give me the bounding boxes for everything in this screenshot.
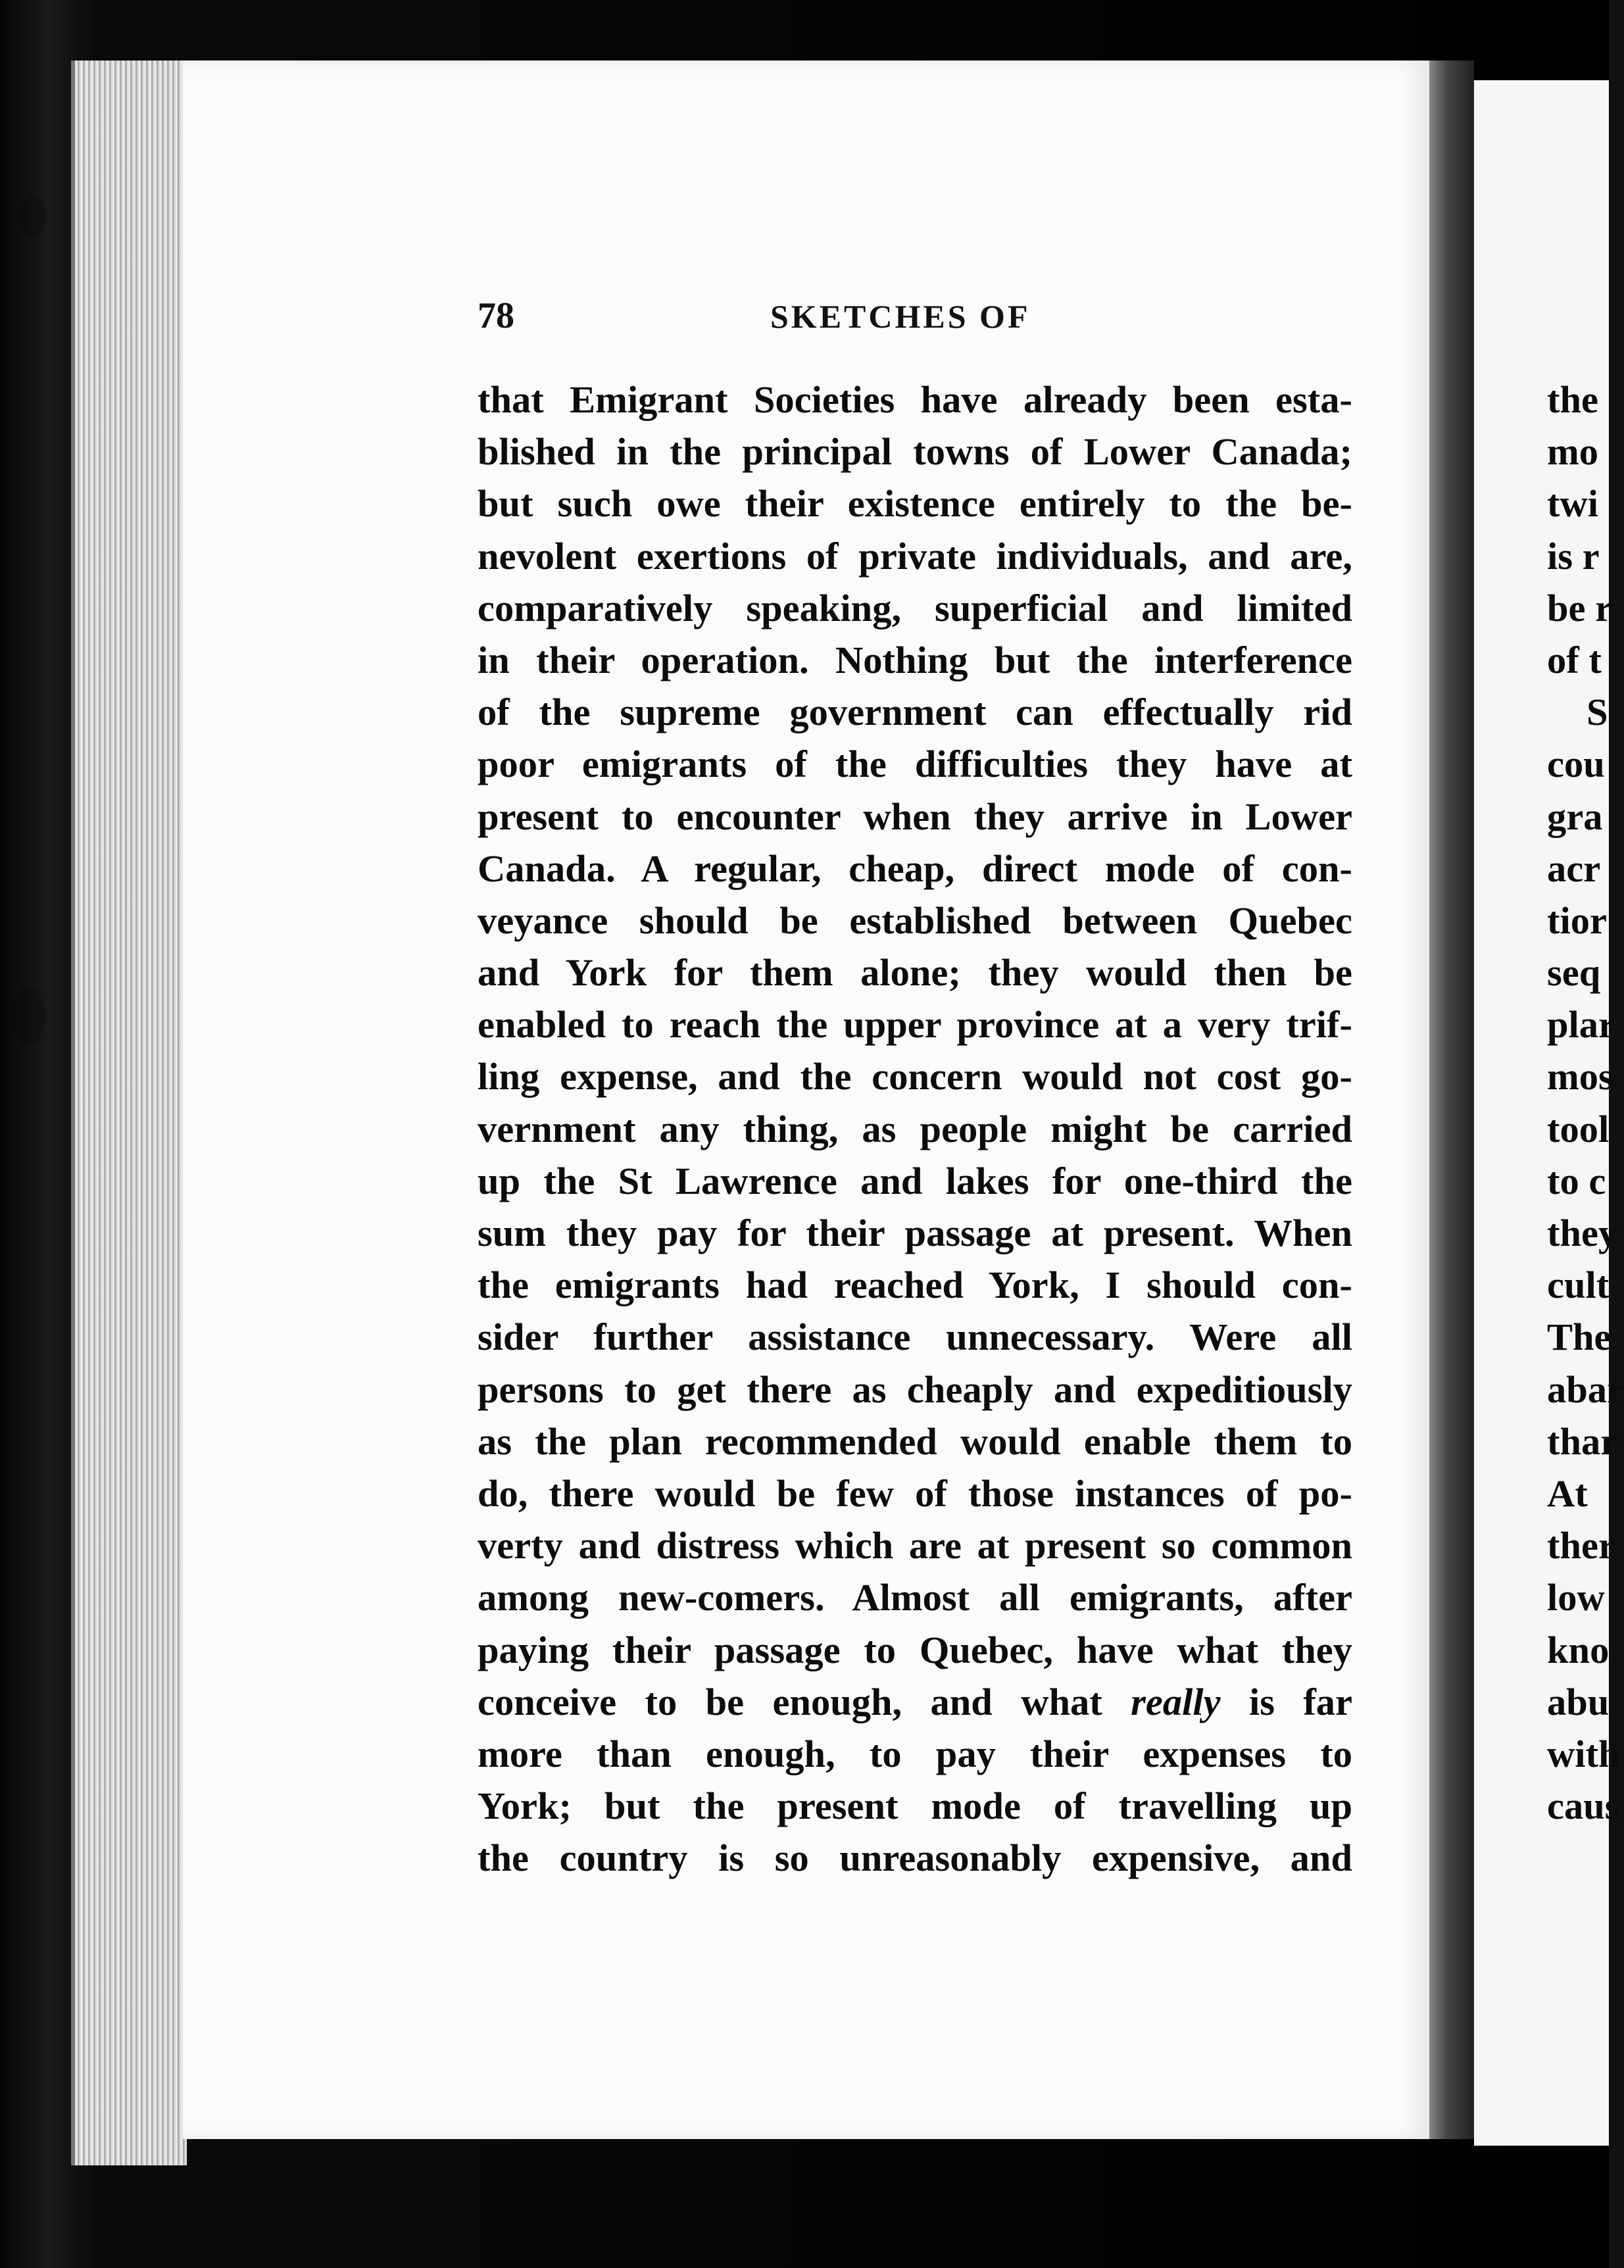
facing-text-line: At — [1547, 1471, 1588, 1515]
facing-text-line: is r — [1547, 534, 1600, 578]
facing-text-line: to c — [1547, 1159, 1606, 1202]
facing-text-line: acr — [1547, 847, 1601, 890]
text-line: but such owe their existence entirely to the be- — [478, 482, 1352, 526]
text-line: sum they pay for their passage at present. When — [478, 1212, 1352, 1254]
facing-text-line: cult — [1547, 1264, 1610, 1307]
italic-word: really — [1131, 1680, 1221, 1723]
facing-text-line: mo — [1547, 430, 1598, 474]
text-line: the country is so unreasonably expensive, and — [478, 1837, 1352, 1880]
facing-text-line: tool — [1547, 1107, 1610, 1150]
text-line: of the supreme government can effectually rid — [478, 691, 1352, 734]
facing-text-line: be r — [1547, 586, 1613, 629]
facing-text-line: abu — [1547, 1680, 1610, 1723]
text-line: in their operation. Nothing but the interference — [478, 638, 1352, 681]
text-line: as the plan recommended would enable them to — [478, 1419, 1352, 1463]
text-line: among new-comers. Almost all emigrants, after — [478, 1576, 1352, 1619]
text-line: ling expense, and the concern would not cost go- — [478, 1055, 1352, 1098]
text-line: Canada. A regular, cheap, direct mode of con- — [478, 847, 1352, 890]
facing-text-line: S — [1587, 691, 1608, 734]
page-number: 78 — [478, 295, 514, 336]
facing-text-line: cou — [1547, 743, 1605, 786]
text-line: more than enough, to pay their expenses to — [478, 1732, 1352, 1775]
text-line: nevolent exertions of private individuals, and are, — [478, 534, 1352, 578]
text-line: vernment any thing, as people might be carried — [478, 1107, 1352, 1150]
text-line: the emigrants had reached York, I should con- — [478, 1264, 1352, 1307]
text-line: sider further assistance unnecessary. Were all — [478, 1316, 1352, 1359]
facing-text-line: low — [1547, 1576, 1605, 1619]
facing-text-line: plar — [1547, 1003, 1616, 1047]
facing-text-line: they — [1547, 1212, 1618, 1254]
facing-text-line: gra — [1547, 795, 1603, 838]
text-line: blished in the principal towns of Lower Canada; — [478, 430, 1352, 474]
ink-speck — [20, 197, 46, 237]
text-segment: is far — [1248, 1680, 1353, 1723]
facing-text-line: mos — [1547, 1055, 1613, 1098]
book-gutter — [1429, 61, 1474, 2139]
text-line: poor emigrants of the difficulties they have at — [478, 743, 1352, 786]
text-segment: conceive to be enough, and what — [478, 1680, 1102, 1723]
facing-text-line: with — [1547, 1732, 1620, 1775]
text-line: comparatively speaking, superficial and limited — [478, 586, 1352, 629]
body-text — [478, 374, 1352, 1884]
text-line: enabled to reach the upper province at a very trif- — [478, 1003, 1352, 1047]
text-line: present to encounter when they arrive in Lower — [478, 795, 1352, 838]
facing-text-line: The — [1547, 1316, 1612, 1359]
facing-text-line: kno — [1547, 1628, 1610, 1671]
book-page-edges — [71, 61, 187, 2165]
text-line: verty and distress which are at present so common — [478, 1524, 1352, 1567]
facing-text-line: of t — [1547, 638, 1602, 681]
text-line: that Emigrant Societies have already been esta- — [478, 378, 1352, 421]
text-line: paying their passage to Quebec, have what they — [478, 1628, 1352, 1671]
page-header — [478, 295, 1352, 341]
text-line-with-italic — [478, 1676, 1352, 1728]
text-line: up the St Lawrence and lakes for one-third the — [478, 1159, 1352, 1202]
facing-text-line: seq — [1547, 951, 1601, 995]
text-line: York; but the present mode of travelling up — [478, 1785, 1352, 1828]
text-line: veyance should be established between Quebec — [478, 899, 1352, 942]
facing-page-text — [1547, 374, 1624, 1832]
facing-text-line: tior — [1547, 899, 1607, 942]
facing-text-line: ther — [1547, 1524, 1615, 1567]
facing-text-line: abar — [1547, 1368, 1624, 1411]
text-line: do, there would be few of those instances of po- — [478, 1471, 1352, 1515]
text-line: and York for them alone; they would then be — [478, 951, 1352, 995]
facing-text-line: twi — [1547, 482, 1598, 526]
facing-text-line: the — [1547, 378, 1598, 421]
facing-text-line: thar — [1547, 1419, 1618, 1463]
text-line: persons to get there as cheaply and expeditiously — [478, 1368, 1352, 1411]
ink-speck — [13, 987, 46, 1046]
facing-text-line: caus — [1547, 1785, 1620, 1828]
running-head: SKETCHES OF — [770, 298, 1031, 335]
